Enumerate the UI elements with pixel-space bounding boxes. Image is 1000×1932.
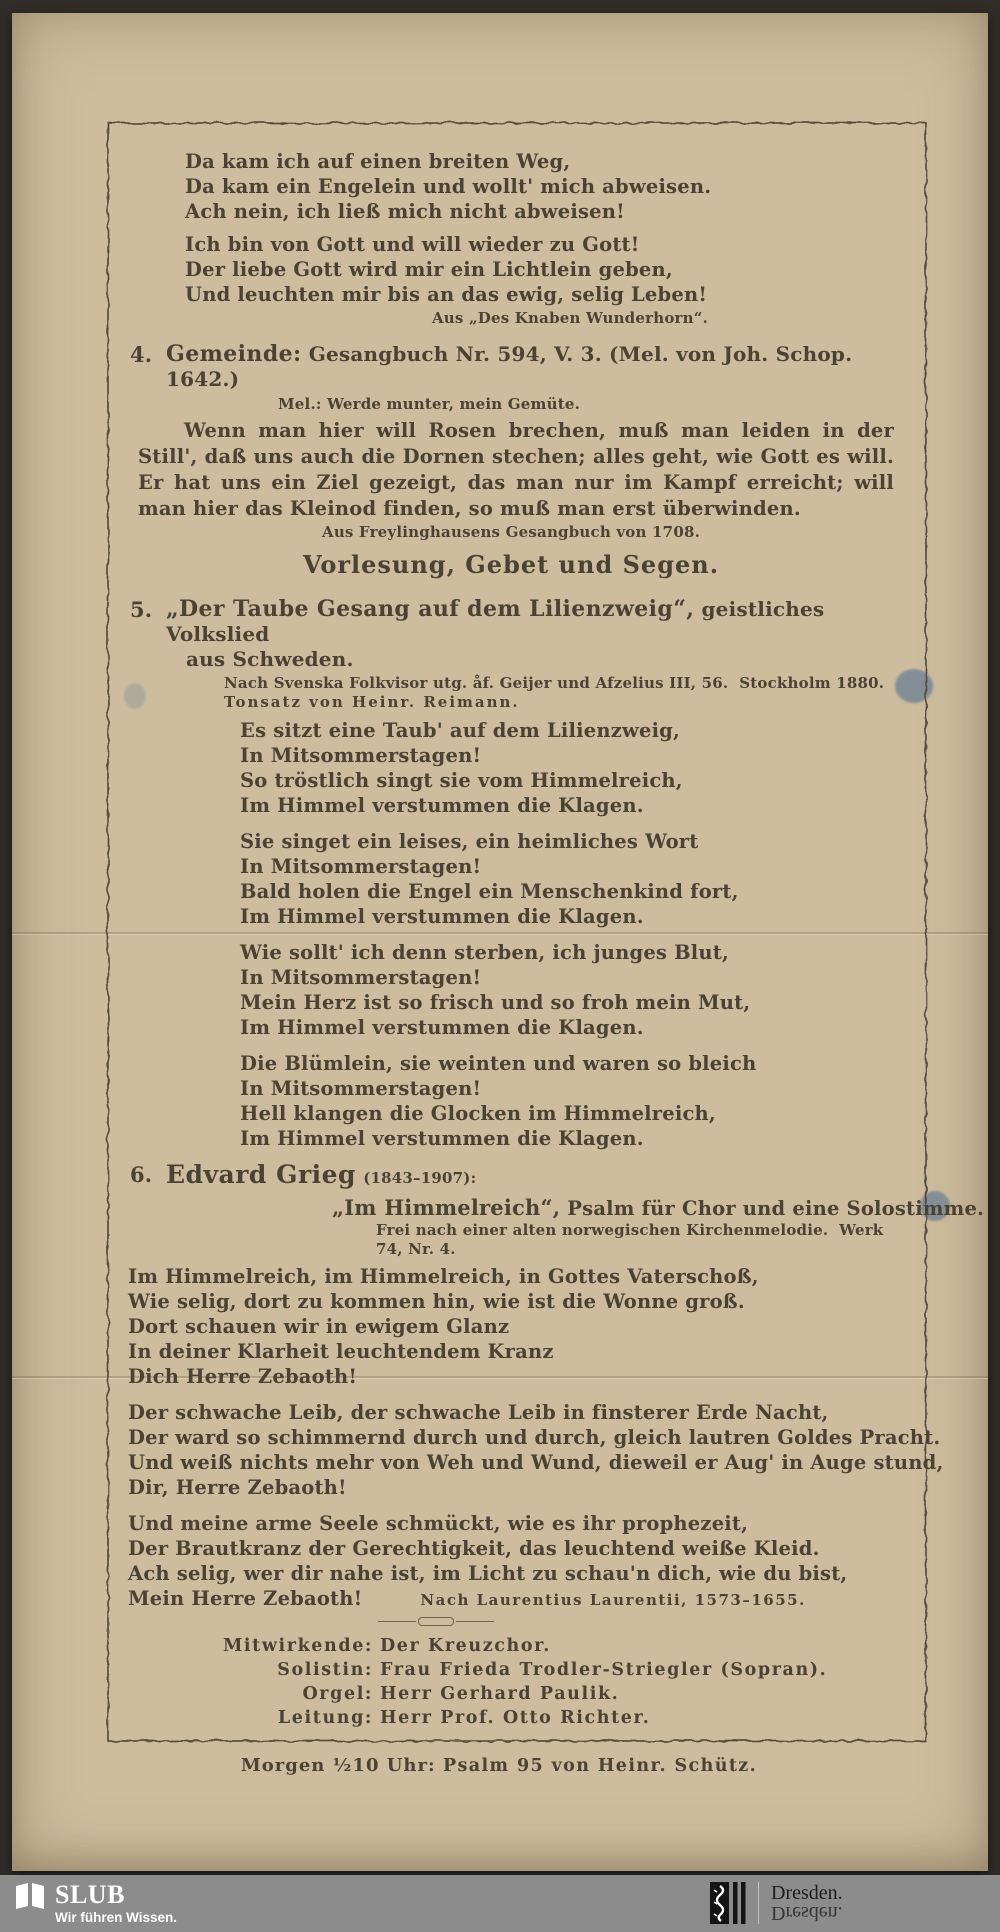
performer-row (128, 1634, 894, 1658)
item5-stanza (240, 1051, 894, 1151)
performer-row (128, 1682, 894, 1706)
poem-line: Und weiß nichts mehr von Weh und Wund, dieweil er Aug' in Auge stund, (128, 1451, 944, 1474)
poem-line: Ach selig, wer dir nahe ist, im Licht zu schau'n dich, wie du bist, (128, 1562, 848, 1585)
open-book-icon (14, 1882, 46, 1910)
poem-line: Dort schauen wir in ewigem Glanz (128, 1315, 510, 1338)
poem-line: Und leuchten mir bis an das ewig, selig Leben! (185, 283, 708, 306)
slub-wordmark: SLUB (55, 1880, 125, 1909)
poem-line: In Mitsommerstagen! (240, 966, 482, 989)
thin-divider (420, 1740, 512, 1741)
performer-label: Orgel: (302, 1684, 373, 1704)
poem-line: Ich bin von Gott und will wieder zu Gott! (185, 233, 640, 256)
performer-label: Solistin: (277, 1660, 373, 1680)
item4-title: Gemeinde: (166, 341, 302, 367)
footer-bar (0, 1875, 1000, 1932)
performer-label: Leitung: (277, 1708, 373, 1728)
dresden-coat-of-arms-icon (710, 1882, 746, 1924)
poem-line: Hell klangen die Glocken im Himmelreich, (240, 1102, 716, 1125)
item6-stanza (128, 1264, 894, 1389)
performer-row (128, 1658, 894, 1682)
performer-value: Herr Prof. Otto Richter. (380, 1708, 651, 1728)
item6-last-line-row (128, 1586, 894, 1611)
item5-number: 5. (130, 597, 153, 622)
item5-source-note: Nach Svenska Folkvisor utg. åf. Geijer und Afzelius III, 56. (224, 674, 729, 692)
dresden-logo[interactable] (710, 1882, 843, 1924)
poem-line: Dich Herre Zebaoth! (128, 1365, 358, 1388)
slub-logo[interactable] (14, 1882, 177, 1925)
performer-row (128, 1706, 894, 1730)
poem-line: Im Himmel verstummen die Klagen. (240, 1127, 644, 1150)
poem-line: In Mitsommerstagen! (240, 855, 482, 878)
item5-title-suffix: geistliches Volkslied (166, 597, 825, 646)
item5-title: „Der Taube Gesang auf dem Lilienzweig“, (166, 596, 695, 622)
poem-line: Da kam ein Engelein und wollt' mich abweisen. (185, 175, 712, 198)
performers-block (128, 1634, 894, 1730)
poem-line: Im Himmel verstummen die Klagen. (240, 794, 644, 817)
opening-poem-stanza (185, 232, 894, 307)
poem-line: Im Himmel verstummen die Klagen. (240, 905, 644, 928)
scanned-document-page (12, 13, 988, 1871)
item4-attribution: Aus Freylinghausens Gesangbuch von 1708. (321, 523, 701, 541)
wavy-border-frame (104, 119, 985, 1776)
poem-line: Mein Herz ist so frisch und so froh mein Mut, (240, 991, 751, 1014)
item5-stanza (240, 940, 894, 1040)
item6-stanza (128, 1400, 944, 1500)
poem-line: Die Blümlein, sie weinten und waren so bleich (240, 1052, 757, 1075)
item6-attribution: Nach Laurentius Laurentii, 1573–1655. (420, 1591, 806, 1609)
item5-credits (224, 674, 894, 712)
poem-line: Sie singet ein leises, ein heimliches Wort (240, 830, 699, 853)
poem-line: Bald holen die Engel ein Menschenkind fort, (240, 880, 739, 903)
item6-work-title-line (332, 1195, 985, 1221)
performer-label: Mitwirkende: (222, 1636, 373, 1656)
poem-line: Der liebe Gott wird mir ein Lichtlein geben, (185, 258, 673, 281)
poem-line: Und meine arme Seele schmückt, wie es ihr prophezeit, (128, 1512, 749, 1535)
poem-line: Dir, Herre Zebaoth! (128, 1476, 347, 1499)
poem-line: In Mitsommerstagen! (240, 1077, 482, 1100)
item5-source-place: Stockholm 1880. (739, 674, 885, 692)
item6-dates: (1843–1907): (363, 1169, 477, 1187)
footer-separator (758, 1882, 759, 1924)
item6-work-subtitle: Psalm für Chor und eine Solostimme. (567, 1197, 985, 1220)
poem-line: In Mitsommerstagen! (240, 744, 482, 767)
poem-line: Da kam ich auf einen breiten Weg, (185, 150, 571, 173)
item5-stanza (240, 718, 894, 818)
dresden-wordmark-mirror: Dresden. (771, 1902, 843, 1924)
poem-line: Im Himmelreich, im Himmelreich, in Gottes Vaterschoß, (128, 1265, 759, 1288)
section-heading: Vorlesung, Gebet und Segen. (302, 550, 720, 579)
poem-line: So tröstlich singt sie vom Himmelreich, (240, 769, 683, 792)
poem-line: In deiner Klarheit leuchtendem Kranz (128, 1340, 554, 1363)
item5-heading (130, 597, 894, 647)
performer-value: Herr Gerhard Paulik. (380, 1684, 620, 1704)
ornament-divider (378, 1617, 494, 1626)
item5-setting-note: Tonsatz von Heinr. Reimann. (224, 693, 520, 711)
announcement-time: Morgen ½10 Uhr: (240, 1755, 436, 1776)
item6-heading (130, 1162, 894, 1191)
item6-stanza (128, 1511, 894, 1586)
item5-title-line2: aus Schweden. (186, 647, 354, 671)
poem-attribution: Aus „Des Knaben Wunderhorn“. (431, 309, 708, 327)
item6-composer: Edvard Grieg (166, 1160, 357, 1189)
dresden-wordmark: Dresden. (771, 1882, 843, 1904)
item6-number: 6. (130, 1162, 153, 1187)
announcement-work: Psalm 95 von Heinr. Schütz. (442, 1756, 758, 1776)
program-text (104, 119, 985, 1776)
item4-heading (130, 342, 894, 392)
performer-value: Der Kreuzchor. (380, 1636, 552, 1656)
poem-line: Im Himmel verstummen die Klagen. (240, 1016, 644, 1039)
slub-tagline: Wir führen Wissen. (55, 1910, 178, 1925)
poem-line: Wie selig, dort zu kommen hin, wie ist die Wonne groß. (128, 1290, 745, 1313)
item6-source-note: Frei nach einer alten norwegischen Kirchenmelodie. Werk 74, Nr. 4. (376, 1221, 884, 1258)
poem-line: Der ward so schimmernd durch und durch, gleich lautren Goldes Pracht. (128, 1426, 941, 1449)
poem-line: Der schwache Leib, der schwache Leib in finsterer Erde Nacht, (128, 1401, 829, 1424)
poem-line: Der Brautkranz der Gerechtigkeit, das leuchtend weiße Kleid. (128, 1537, 820, 1560)
poem-line: Wie sollt' ich denn sterben, ich junges Blut, (240, 941, 729, 964)
item4-details: Gesangbuch Nr. 594, V. 3. (Mel. von Joh. Schop. 1642.) (166, 342, 853, 391)
poem-line: Es sitzt eine Taub' auf dem Lilienzweig, (240, 719, 680, 742)
item6-work-title: „Im Himmelreich“, (332, 1195, 561, 1220)
item5-stanza (240, 829, 894, 929)
poem-line: Ach nein, ich ließ mich nicht abweisen! (185, 200, 625, 223)
item4-melody-note: Mel.: Werde munter, mein Gemüte. (278, 395, 581, 413)
item6-last-line: Mein Herre Zebaoth! (128, 1587, 363, 1610)
opening-poem-stanza (185, 149, 894, 224)
item4-paragraph: Wenn man hier will Rosen brechen, muß man leiden in der Still', daß uns auch die Dornen stechen; alles geht, wie Gott es will. Er hat uns ein Ziel gezeigt, das man nur im Kampf erreicht; will man hier das Kleinod finden, so muß man erst überwinden. (138, 419, 894, 520)
announcement (104, 1753, 894, 1779)
item4-number: 4. (130, 342, 153, 367)
performer-value: Frau Frieda Trodler-Striegler (Sopran). (380, 1660, 828, 1680)
